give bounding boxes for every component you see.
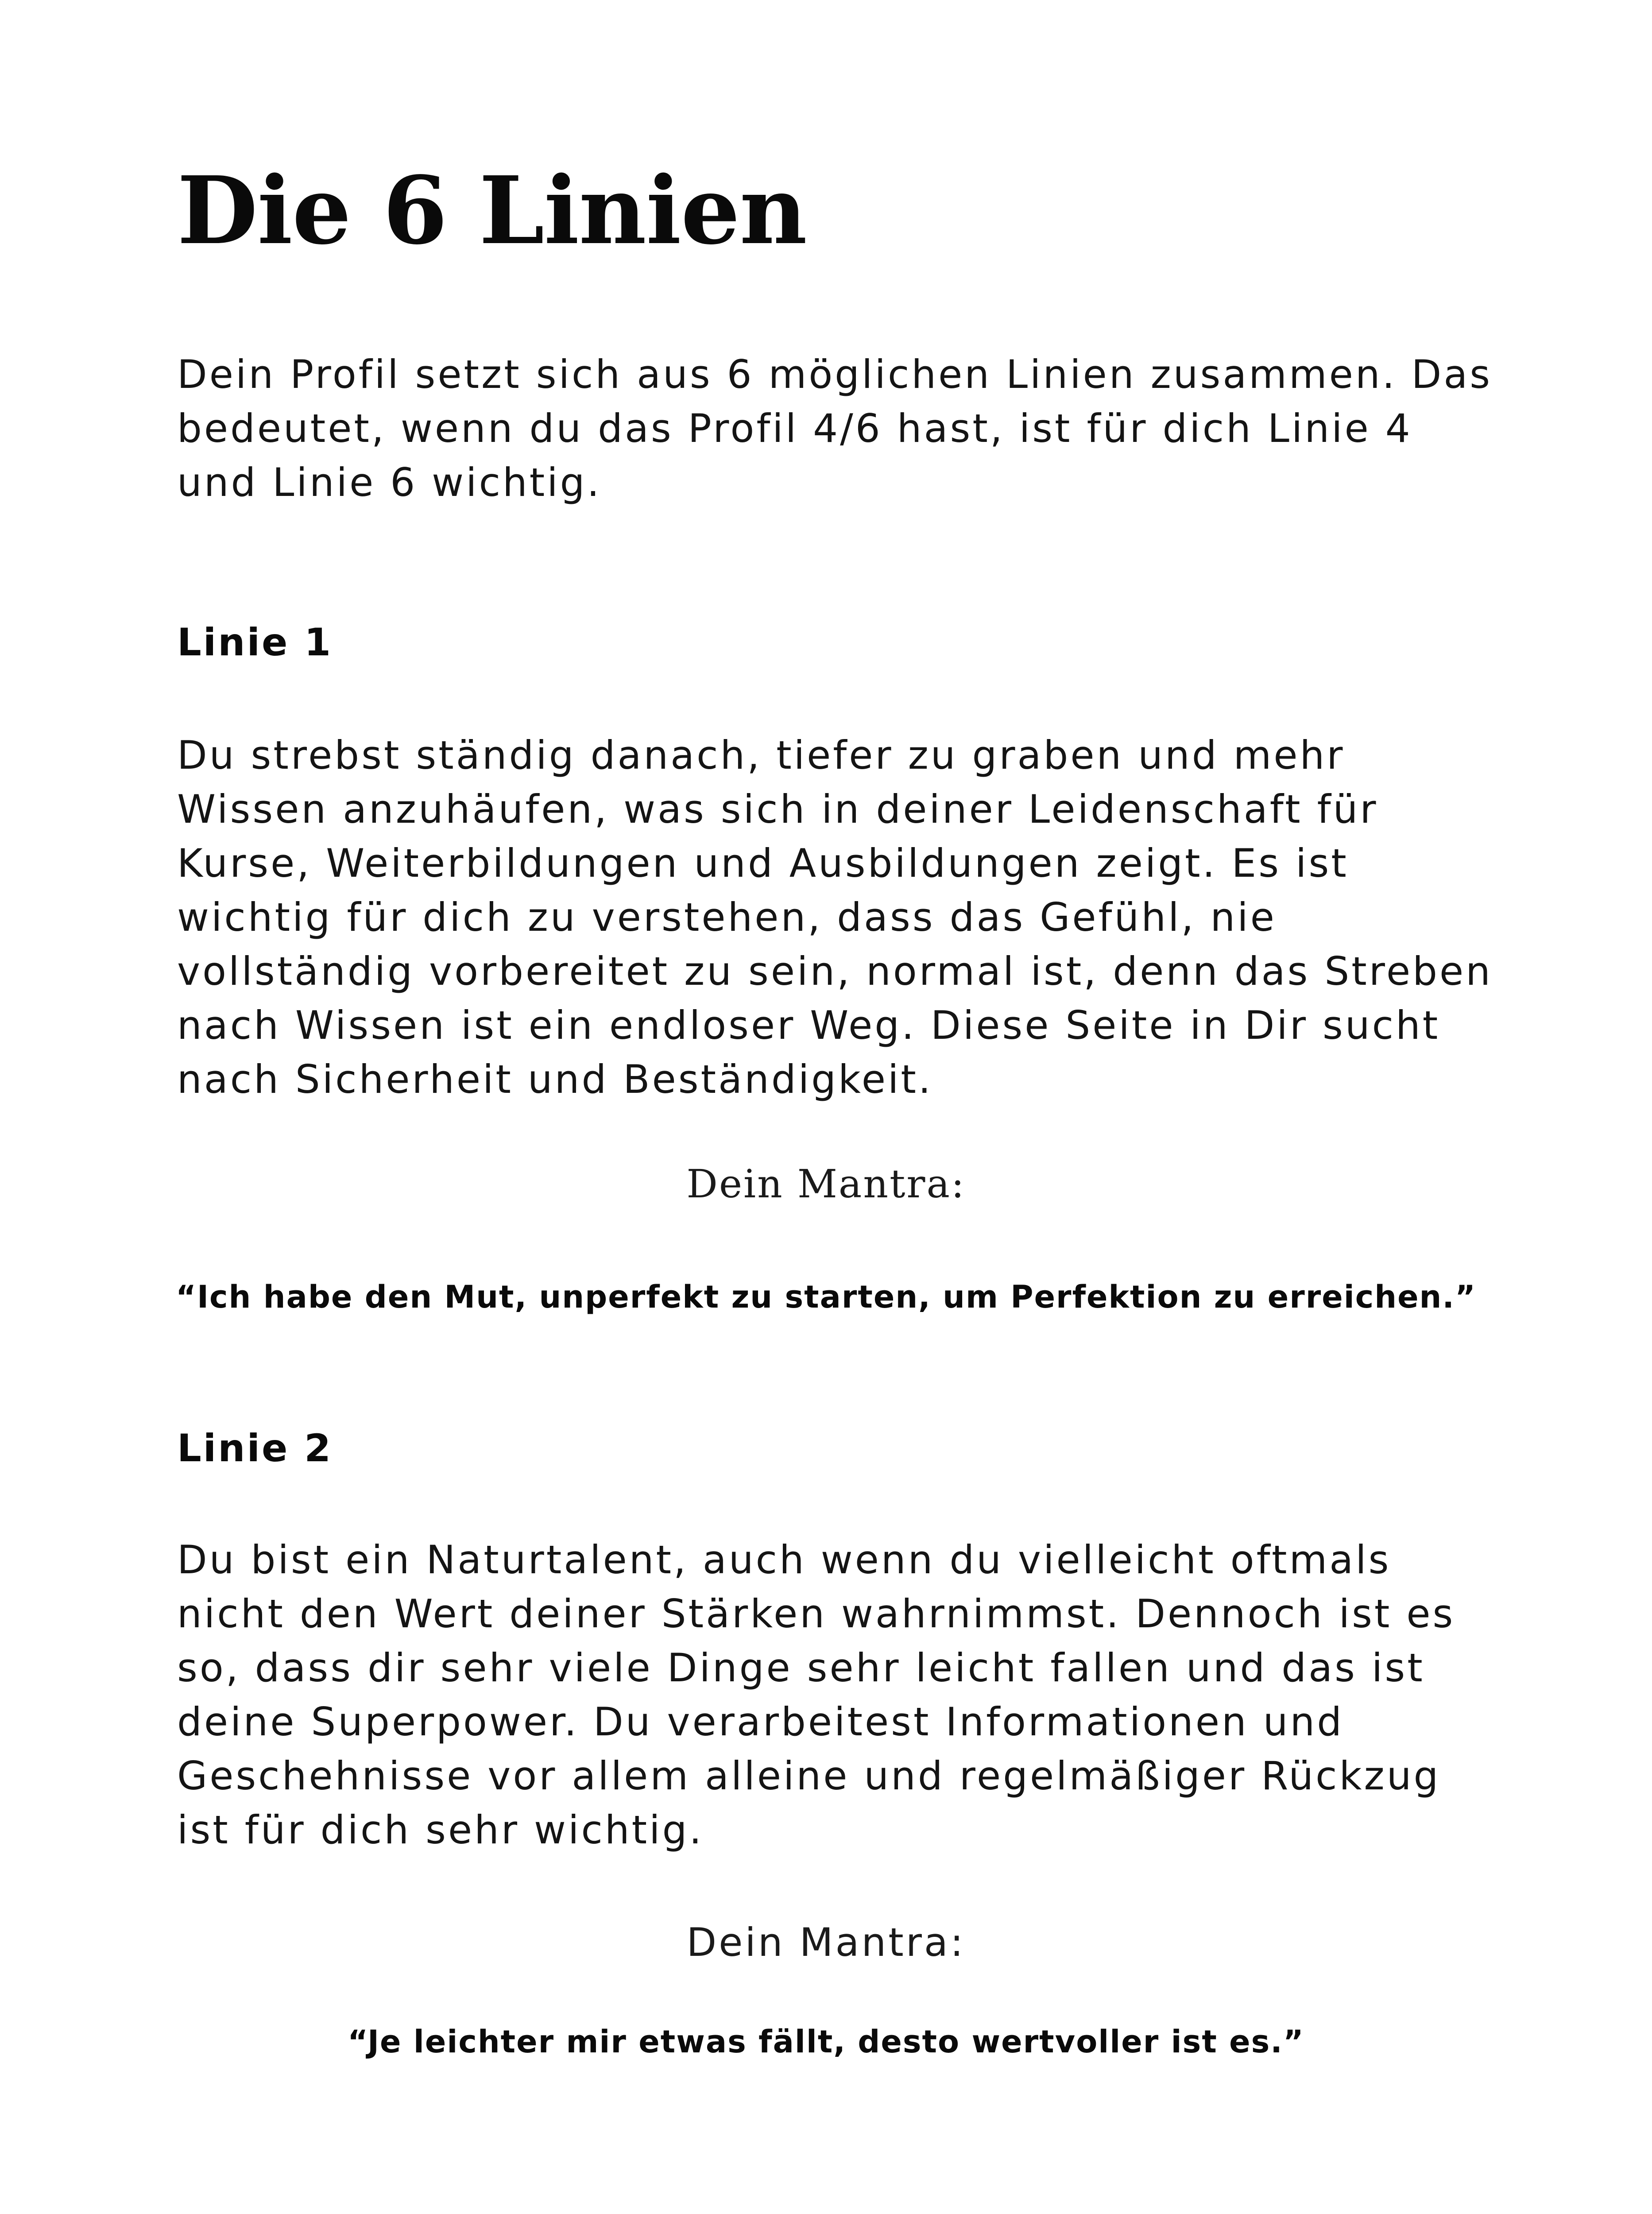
intro-paragraph: Dein Profil setzt sich aus 6 möglichen Linien zusammen. Das bedeutet, wenn du das Profil 4/6 hast, ist für dich Linie 4 und Linie 6 wichtig. [177,352,1493,505]
section-body-linie-1: Du strebst ständig danach, tiefer zu graben und mehr Wissen anzuhäufen, was sich in deiner Leidenschaft für Kurse, Weiterbildungen und Ausbildungen zeigt. Es ist wichtig für dich zu verstehen, dass das Gefühl, nie vollständig vorbereitet zu sein, normal ist, denn das Streben nach Wissen ist ein endloser Weg. Diese Seite in Dir sucht nach Sicherheit und Beständigkeit. [177,732,1493,1102]
mantra-quote-linie-1: “Ich habe den Mut, unperfekt zu starten, um Perfektion zu erreichen.” [176,1279,1476,1315]
section-heading-linie-1: Linie 1 [177,620,333,665]
mantra-label-linie-2: Dein Mantra: [686,1920,966,1965]
section-body-linie-2: Du bist ein Naturtalent, auch wenn du vielleicht oftmals nicht den Wert deiner Stärken wahrnimmst. Dennoch ist es so, dass dir sehr viele Dinge sehr leicht fallen und das ist deine Superpower. Du verarbeitest Informationen und Geschehnisse vor allem alleine und regelmäßiger Rückzug ist für dich sehr wichtig. [177,1537,1455,1853]
mantra-label-linie-1: Dein Mantra: [686,1161,966,1207]
section-heading-linie-2: Linie 2 [177,1426,333,1471]
page-title: Die 6 Linien [177,156,807,265]
mantra-quote-linie-2: “Je leichter mir etwas fällt, desto wertvoller ist es.” [348,2024,1304,2060]
